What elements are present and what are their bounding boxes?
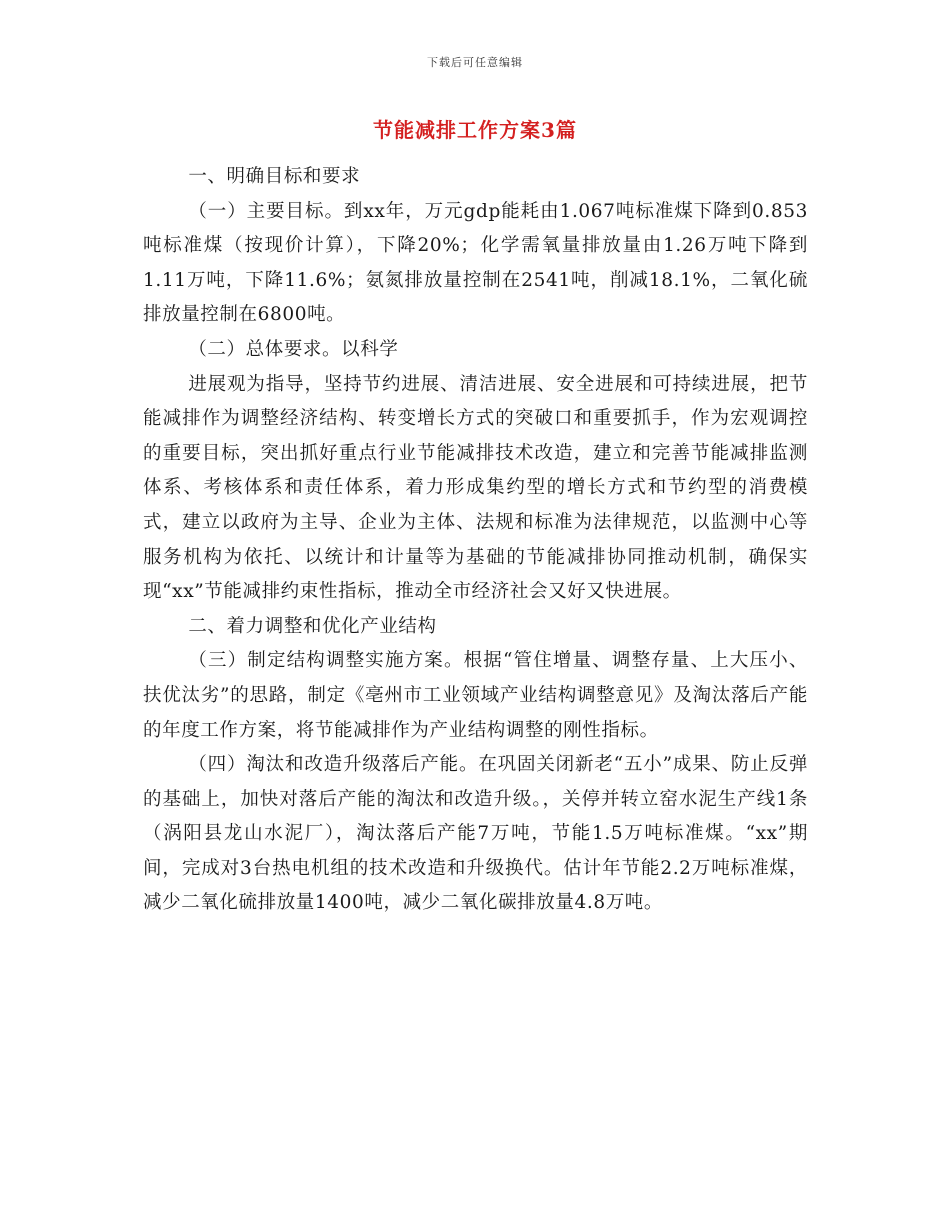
section-heading-2: 二、着力调整和优化产业结构 (188, 615, 437, 637)
paragraph-development-guidance: 进展观为指导，坚持节约进展、清洁进展、安全进展和可持续进展，把节能减排作为调整经济结构、转变增长方式的突破口和重要抓手，作为宏观调控的重要目标，突出抓好重点行业节能减排技术改造，建立和完善节能减排监测体系、考核体系和责任体系，着力形成集约型的增长方式和节约型的消费模式，建立以政府为主导、企业为主体、法规和标准为法律规范，以监测中心等服务机构为依托、以统计和计量等为基础的节能减排协同推动机制，确保实现“xx”节能减排约束性指标，推动全市经济社会又好又快进展。 (143, 373, 808, 603)
paragraph-eliminate-capacity: （四）淘汰和改造升级落后产能。在巩固关闭新老“五小”成果、防止反弹的基础上，加快对落后产能的淘汰和改造升级。，关停并转立窑水泥生产线1条（涡阳县龙山水泥厂），淘汰落后产能7万吨，节能1.5万吨标准煤。“xx”期间，完成对3台热电机组的技术改造和升级换代。估计年节能2.2万吨标准煤，减少二氧化硫排放量1400吨，减少二氧化碳排放量4.8万吨。 (143, 754, 808, 914)
document-body (143, 160, 808, 921)
paragraph-main-goals: （一）主要目标。到xx年，万元gdp能耗由1.067吨标准煤下降到0.853吨标准煤（按现价计算），下降20%；化学需氧量排放量由1.26万吨下降到1.11万吨，下降11.6%；氨氮排放量控制在2541吨，削减18.1%，二氧化硫排放量控制在6800吨。 (143, 200, 808, 326)
section-heading-1: 一、明确目标和要求 (188, 166, 361, 187)
paragraph-structure-plan: （三）制定结构调整实施方案。根据“管住增量、调整存量、上大压小、扶优汰劣”的思路，制定《亳州市工业领域产业结构调整意见》及淘汰落后产能的年度工作方案，将节能减排作为产业结构调整的刚性指标。 (143, 650, 808, 741)
page-header-note: 下载后可任意编辑 (427, 56, 523, 69)
document-title: 节能减排工作方案3篇 (373, 118, 577, 142)
paragraph-overall-requirements: （二）总体要求。以科学 (188, 338, 399, 360)
